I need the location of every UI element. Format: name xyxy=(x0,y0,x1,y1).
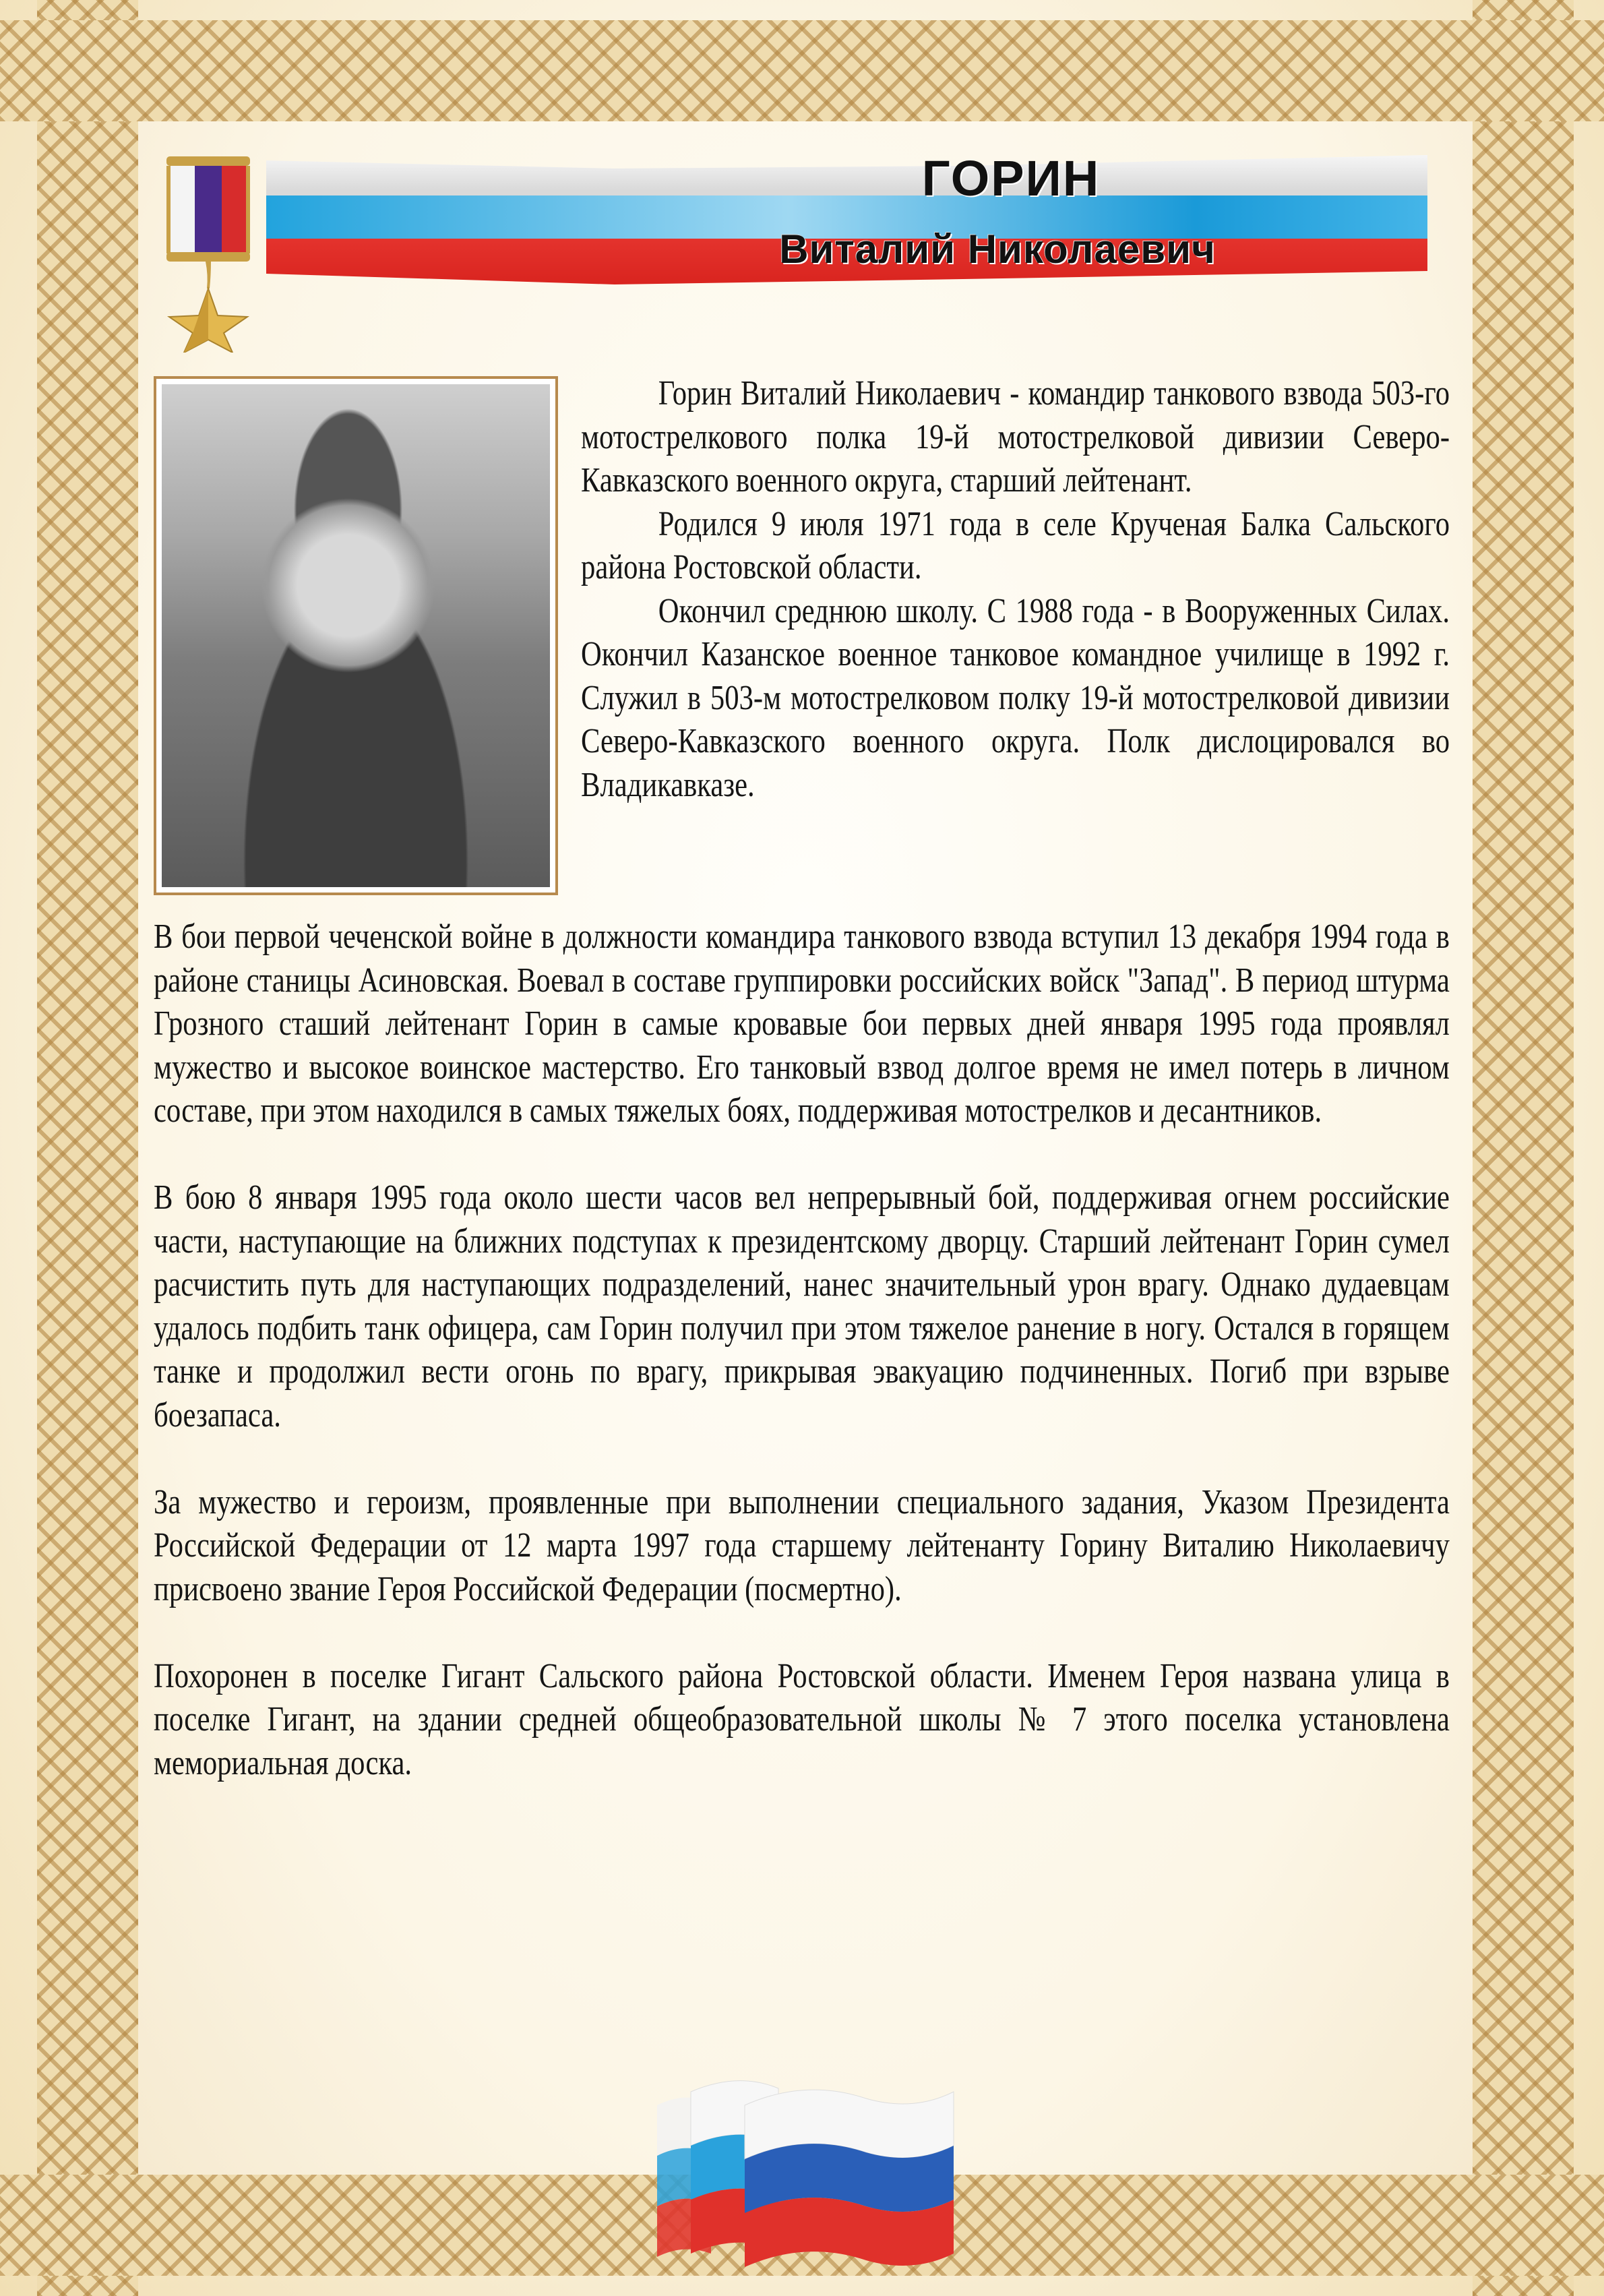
gold-star-medal-icon xyxy=(161,154,255,353)
bio-paragraph: За мужество и героизм, проявленные при выполнении специального задания, Указом Президента Российской Федерации от 12 марта 1997 года старшему лейтенанту Горину Виталию Николаевичу присвоено звание Героя Российской Федерации (посмертно). xyxy=(154,1482,1450,1608)
bio-intro xyxy=(581,372,1450,807)
ornamental-border-right xyxy=(1473,0,1574,2296)
bio-main xyxy=(154,915,1450,1829)
bio-paragraph: Горин Виталий Николаевич - командир танкового взвода 503-го мотострелкового полка 19-й мотострелковой дивизии Северо-Кавказского военного округа, старший лейтенант. xyxy=(581,374,1450,500)
hero-first-names: Виталий Николаевич xyxy=(779,226,1216,272)
bio-paragraph: Окончил среднюю школу. С 1988 года - в Вооруженных Силах. Окончил Казанское военное танковое командное училище в 1992 г. Служил в 503-м мотострелковом полку 19-й мотострелковой дивизии Северо-Кавказского военного округа. Полк дислоцировался во Владикавказе. xyxy=(581,591,1450,804)
ornamental-border-top xyxy=(0,20,1604,121)
bio-paragraph: Родился 9 июля 1971 года в селе Крученая Балка Сальского района Ростовской области. xyxy=(581,504,1450,586)
waving-flags-icon xyxy=(644,2065,960,2296)
bio-paragraph: В бою 8 января 1995 года около шести часов вел непрерывный бой, поддерживая огнем российские части, наступающие на ближних подступах к президентскому дворцу. Старший лейтенант Горин сумел расчистить путь для наступающих подразделений, нанес значительный урон врагу. Однако дудаевцам удалось подбить танк офицера, сам Горин получил при этом тяжелое ранение в ногу. Остался в горящем танке и продолжил вести огонь по врагу, прикрывая эвакуацию подчиненных. Погиб при взрыве боезапаса. xyxy=(154,1178,1450,1434)
bio-paragraph: В бои первой чеченской войне в должности командира танкового взвода вступил 13 декабря 1994 года в районе станицы Асиновская. Воевал в составе группировки российских войск "Запад". В период штурма Грозного сташий лейтенант Горин в самые кровавые бои первых дней января 1995 года проявлял мужество и высокое воинское мастерство. Его танковый взвод долгое время не имел потерь в личном составе, при этом находился в самых тяжелых боях, поддерживая мотострелков и десантников. xyxy=(154,917,1450,1130)
hero-portrait-photo xyxy=(154,376,558,895)
bio-paragraph: Похоронен в поселке Гигант Сальского района Ростовской области. Именем Героя названа улица в поселке Гигант, на здании средней общеобразовательной школы № 7 этого поселка установлена мемориальная доска. xyxy=(154,1656,1450,1782)
hero-last-name: ГОРИН xyxy=(921,150,1101,206)
ornamental-border-left xyxy=(37,0,138,2296)
